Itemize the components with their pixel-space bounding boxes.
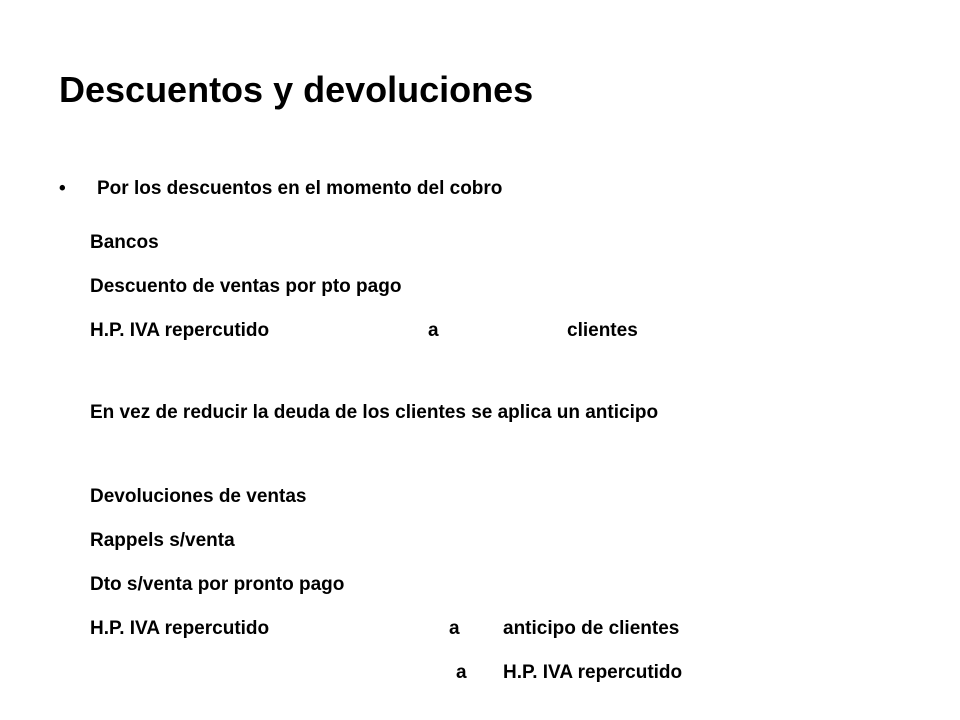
entry1-debit-descuento: Descuento de ventas por pto pago: [90, 276, 402, 297]
entry2-debit-dto: Dto s/venta por pronto pago: [90, 574, 345, 595]
entry2-debit-iva: H.P. IVA repercutido: [90, 618, 270, 639]
entry1-a-connector: a: [428, 320, 439, 341]
entry1-debit-iva: H.P. IVA repercutido: [90, 320, 270, 341]
entry2-credit-anticipo: anticipo de clientes: [503, 618, 680, 639]
entry2-debit-rappels: Rappels s/venta: [90, 530, 235, 551]
entry1-debit-bancos: Bancos: [90, 232, 159, 253]
entry2-a-connector-1: a: [449, 618, 460, 639]
bullet-icon: •: [59, 178, 66, 199]
entry1-credit-clientes: clientes: [567, 320, 638, 341]
entry2-debit-devoluciones: Devoluciones de ventas: [90, 486, 307, 507]
bullet-text: Por los descuentos en el momento del cobro: [97, 178, 503, 199]
entry2-a-connector-2: a: [456, 662, 467, 683]
anticipo-note: En vez de reducir la deuda de los clientes se aplica un anticipo: [90, 402, 659, 423]
entry2-credit-iva: H.P. IVA repercutido: [503, 662, 683, 683]
slide-title: Descuentos y devoluciones: [59, 69, 534, 110]
